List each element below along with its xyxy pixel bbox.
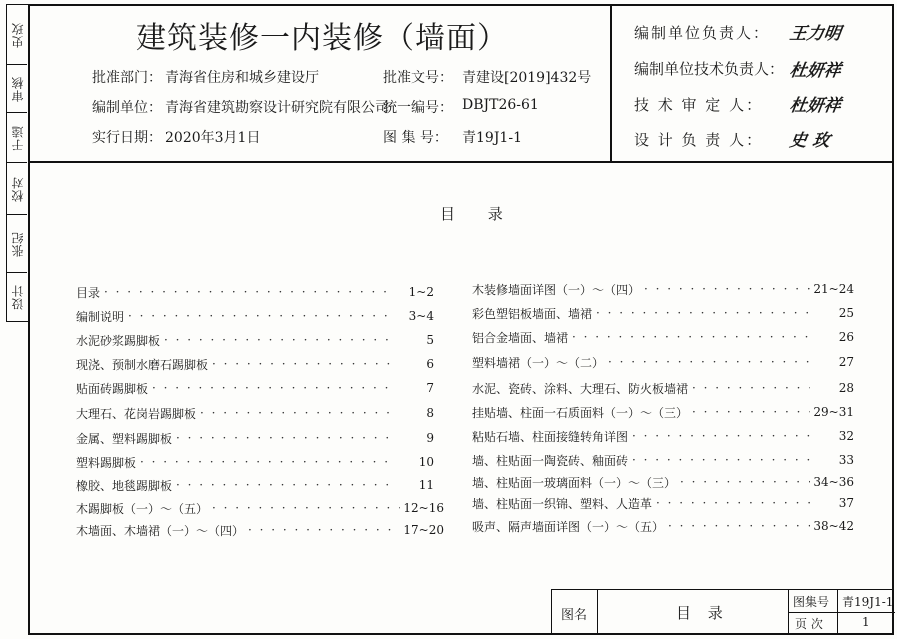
toc-entry [472,474,854,490]
signature: 杜妍祥 [788,61,843,81]
header-bottom-rule [28,161,894,163]
toc-entry-page: 3~4 [408,309,434,323]
toc-entry-title: 铝合金墙面、墙裙 [472,330,569,345]
strip-label-check: 校对 [10,175,25,202]
drawing-name-label: 图名 [561,608,588,623]
toc-entry-page: 11 [418,478,434,492]
dot-leader [644,282,810,296]
toc-entry-title: 粘贴石墙、柱面接缝转角详图 [472,429,629,444]
dot-leader [632,453,810,467]
toc-entry [472,305,854,321]
strip-signature: 张纪 [10,230,25,257]
toc-entry [472,329,854,345]
toc-entry [76,380,434,396]
toc-entry-title: 水泥、瓷砖、涂料、大理石、防火板墙裙 [472,381,689,396]
toc-entry-page: 38~42 [813,519,854,533]
toc-entry-page: 5 [426,333,434,347]
toc-entry-page: 10 [418,455,434,469]
responsible-label: 编制单位负责人： [634,24,771,42]
toc-entry [76,522,444,538]
toc-entry-title: 塑料踢脚板 [76,455,137,470]
toc-entry-title: 墙、柱贴面一织锦、塑料、人造革 [472,496,653,511]
toc-entry-page: 6 [426,357,434,371]
dot-leader [164,333,390,347]
toc-entry [76,308,434,324]
toc-entry [472,452,854,468]
toc-entry-page: 32 [838,429,854,443]
page-label: 页 次 [795,617,823,631]
unified-no: DBJT26-61 [462,97,539,113]
toc-entry [76,332,434,348]
dot-leader [212,501,400,515]
header-divider [610,4,612,162]
toc-entry-title: 现浇、预制水磨石踢脚板 [76,357,209,372]
toc-entry-page: 25 [838,306,854,320]
toc-entry-page: 8 [426,406,434,420]
toc-entry-page: 37 [838,496,854,510]
toc-entry [472,281,854,297]
strip-label-design: 设计 [10,284,25,310]
approval-doc: 青建设[2019]432号 [462,70,592,86]
toc-entry-title: 橡胶、地毯踢脚板 [76,478,173,493]
dot-leader [104,285,390,299]
toc-entry-page: 26 [838,330,854,344]
effective-label: 实行日期： [92,130,162,146]
dot-leader [140,455,390,469]
toc-entry-title: 吸声、隔声墙面详图（一）～（五） [472,519,665,534]
toc-entry-title: 彩色塑铝板墙面、墙裙 [472,306,593,321]
toc-entry [76,405,434,421]
toc-entry [472,354,854,370]
responsible-label: 设 计 负 责 人： [634,131,764,149]
toc-entry-page: 17~20 [403,523,444,537]
toc-entry-title: 墙、柱贴面一玻璃面料（一）～（三） [472,475,677,490]
dot-leader [596,306,810,320]
toc-entry-page: 28 [838,381,854,395]
toc-title: 目 录 [440,205,517,223]
dot-leader [152,381,390,395]
toc-entry [472,380,854,396]
atlas-no-label: 图集号 [793,595,830,609]
toc-entry-page: 34~36 [813,475,854,489]
responsible-label: 编制单位技术负责人： [634,60,785,78]
compiler-label: 编制单位： [92,100,162,116]
dot-leader [692,381,810,395]
toc-entry-title: 挂贴墙、柱面一石质面料（一）～（三） [472,405,689,420]
toc-entry-page: 12~16 [403,501,444,515]
toc-entry-page: 33 [838,453,854,467]
strip-label-review: 审核 [10,75,25,102]
toc-entry-page: 29~31 [813,405,854,419]
dot-leader [656,496,810,510]
toc-entry [76,356,434,372]
toc-entry-title: 金属、塑料踢脚板 [76,431,173,446]
dot-leader [608,355,810,369]
toc-entry-title: 编制说明 [76,309,125,324]
strip-signature: 于逵 [10,124,25,151]
approval-dept: 青海省住房和城乡建设厅 [165,70,319,86]
signature: 史 玫 [788,131,831,151]
toc-entry-title: 木踢脚板（一）～（五） [76,501,209,516]
toc-entry-title: 木装修墙面详图（一）～（四） [472,282,641,297]
toc-entry [76,477,434,493]
dot-leader [680,475,810,489]
atlas-no-value: 青19J1-1 [842,595,894,609]
toc-entry-page: 1~2 [408,285,434,299]
approval-strip [6,4,28,322]
dot-leader [200,406,390,420]
title-block [551,589,894,635]
toc-entry [76,430,434,446]
toc-entry-title: 墙、柱贴面一陶瓷砖、釉面砖 [472,453,629,468]
dot-leader [176,431,390,445]
page-number: 1 [862,615,870,629]
strip-cell [7,113,27,163]
effective-date: 2020年3月1日 [165,130,261,146]
responsible-label: 技 术 审 定 人： [634,96,764,114]
atlas-no-label: 图 集 号： [383,130,448,146]
dot-leader [572,330,810,344]
dot-leader [692,405,810,419]
dot-leader [176,478,390,492]
compiler: 青海省建筑勘察设计研究院有限公司 [165,100,389,116]
dot-leader [128,309,390,323]
toc-entry [472,404,854,420]
toc-entry-page: 21~24 [813,282,854,296]
toc-entry [472,495,854,511]
toc-entry-page: 27 [838,355,854,369]
drawing-name: 目 录 [676,604,729,622]
strip-cell [7,215,27,273]
strip-cell [7,65,27,113]
approval-dept-label: 批准部门： [92,70,162,86]
dot-leader [668,519,810,533]
toc-entry [472,518,854,534]
toc-entry-title: 大理石、花岗岩踢脚板 [76,406,197,421]
strip-cell [7,5,27,65]
toc-entry [76,500,444,516]
strip-signature: 史玫 [10,21,25,48]
unified-no-label: 统一编号： [383,100,453,116]
title-block-divider [597,590,598,634]
atlas-no: 青19J1-1 [462,130,522,146]
approval-doc-label: 批准文号： [383,70,453,86]
toc-entry [472,428,854,444]
signature: 杜妍祥 [788,96,843,116]
toc-entry [76,454,434,470]
toc-entry-page: 9 [426,431,434,445]
toc-entry-page: 7 [426,381,434,395]
title-block-divider [788,612,895,613]
toc-entry-title: 水泥砂浆踢脚板 [76,333,161,348]
strip-cell [7,273,27,321]
toc-entry [76,284,434,300]
dot-leader [632,429,810,443]
dot-leader [248,523,400,537]
atlas-title: 建筑装修一内装修（墙面） [136,21,508,56]
dot-leader [212,357,390,371]
toc-entry-title: 木墙面、木墙裙（一）～（四） [76,523,245,538]
signature: 王力明 [788,24,843,44]
toc-entry-title: 塑料墙裙（一）～（二） [472,355,605,370]
strip-cell [7,163,27,215]
toc-entry-title: 贴面砖踢脚板 [76,381,149,396]
toc-entry-title: 目录 [76,285,101,300]
